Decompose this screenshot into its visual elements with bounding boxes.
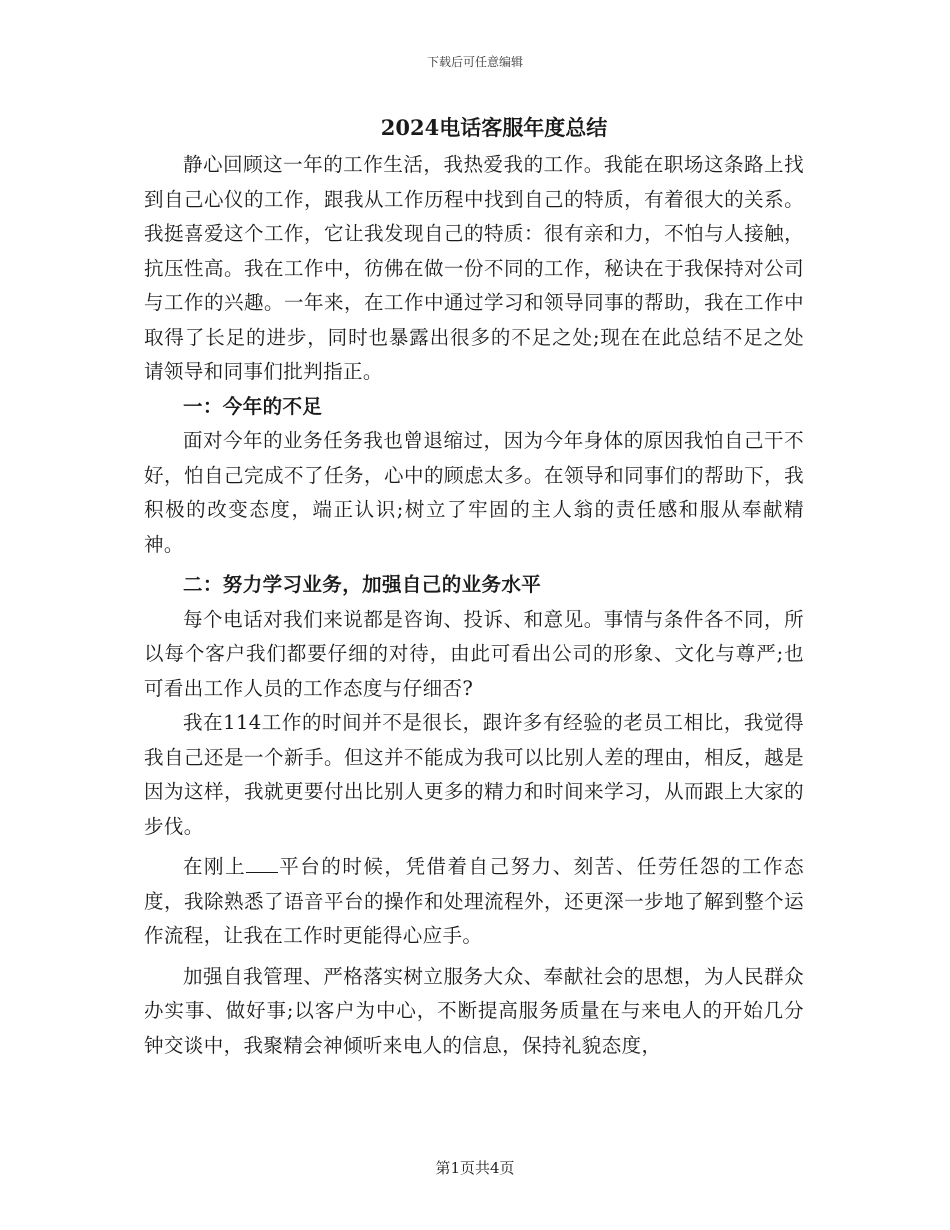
section-heading-shortcomings: 一：今年的不足 xyxy=(183,394,323,418)
paragraph-intro: 静心回顾这一年的工作生活，我热爱我的工作。我能在职场这条路上找到自己心仪的工作，跟我从工作历程中找到自己的特质，有着很大的关系。我挺喜爱这个工作，它让我发现自己的特质：很有亲和力，不怕与人接触，抗压性高。我在工作中，彷佛在做一份不同的工作，秘诀在于我保持对公司与工作的兴趣。一年来，在工作中通过学习和领导同事的帮助，我在工作中取得了长足的进步，同时也暴露出很多的不足之处;现在在此总结不足之处请领导和同事们批判指正。 xyxy=(144,153,804,383)
paragraph-calls: 每个电话对我们来说都是咨询、投诉、和意见。事情与条件各不同，所以每个客户我们都要仔细的对待，由此可看出公司的形象、文化与尊严;也可看出工作人员的工作态度与仔细否? xyxy=(144,607,804,700)
paragraph-self-management: 加强自我管理、严格落实树立服务大众、奉献社会的思想，为人民群众办实事、做好事;以客户为中心，不断提高服务质量在与来电人的开始几分钟交谈中，我聚精会神倾听来电人的信息，保持礼貌态度， xyxy=(144,964,804,1057)
document-body xyxy=(144,112,804,1063)
paragraph-114: 我在114工作的时间并不是很长，跟许多有经验的老员工相比，我觉得我自己还是一个新手。但这并不能成为我可以比别人差的理由，相反，越是因为这样，我就更要付出比别人更多的精力和时间来学习，从而跟上大家的步伐。 xyxy=(144,711,804,838)
paragraph-platform xyxy=(144,850,804,954)
paragraph-platform-end: 平台的时候，凭借着自己努力、刻苦、任劳任怨的工作态度，我除熟悉了语音平台的操作和处理流程外，还更深一步地了解到整个运作流程，让我在工作时更能得心应手。 xyxy=(144,855,804,947)
page-footer-number: 第1页共4页 xyxy=(435,1159,515,1177)
section-heading-learning: 二：努力学习业务，加强自己的业务水平 xyxy=(183,573,542,596)
paragraph-platform-start: 在刚上 xyxy=(183,855,247,878)
fill-in-blank xyxy=(246,850,278,873)
paragraph-shortcomings: 面对今年的业务任务我也曾退缩过，因为今年身体的原因我怕自己干不好，怕自己完成不了任务，心中的顾虑太多。在领导和同事们的帮助下，我积极的改变态度，端正认识;树立了牢固的主人翁的责任感和服从奉献精神。 xyxy=(144,429,804,556)
page-header-note: 下载后可任意编辑 xyxy=(426,55,523,69)
document-title: 2024电话客服年度总结 xyxy=(380,115,608,140)
